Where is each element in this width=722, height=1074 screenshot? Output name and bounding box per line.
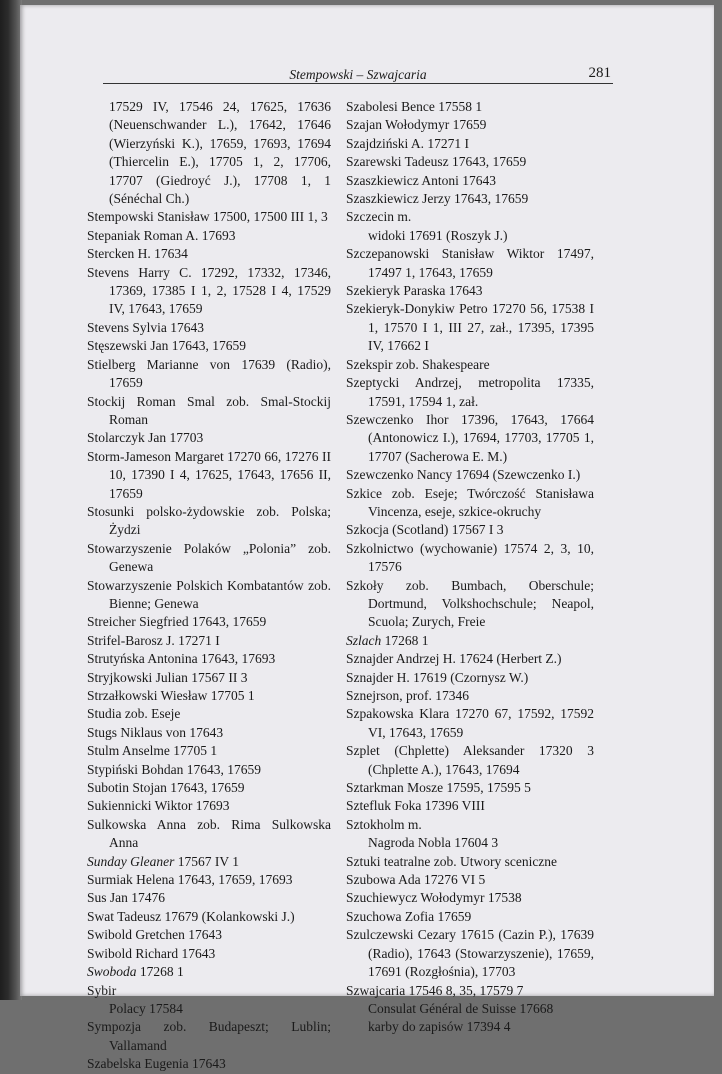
entry-text: Nagroda Nobla 17604 3 xyxy=(368,835,499,851)
entry-text: Szkocja (Scotland) 17567 I 3 xyxy=(346,522,504,538)
entry-title-italic: Swoboda xyxy=(87,964,137,980)
index-subentry xyxy=(346,1000,594,1018)
index-entry xyxy=(87,632,331,650)
entry-text: Sznajder Andrzej H. 17624 (Herbert Z.) xyxy=(346,651,562,667)
index-entry xyxy=(87,540,331,577)
entry-text: Stepaniak Roman A. 17693 xyxy=(87,227,236,243)
entry-text: Szpakowska Klara 17270 67, 17592, 17592 VI, 17643, 17659 xyxy=(346,706,594,740)
index-entry xyxy=(87,577,331,614)
entry-text: Stęszewski Jan 17643, 17659 xyxy=(87,338,246,354)
entry-text: Strzałkowski Wiesław 17705 1 xyxy=(87,688,255,703)
index-entry xyxy=(87,650,331,668)
index-entry xyxy=(346,485,594,522)
index-entry xyxy=(87,429,331,447)
index-entry xyxy=(346,650,594,668)
index-entry xyxy=(87,705,331,723)
entry-text: Szwajcaria 17546 8, 35, 17579 7 xyxy=(346,982,524,998)
index-subentry xyxy=(87,1000,331,1018)
entry-text: karby do zapisów 17394 4 xyxy=(368,1019,511,1035)
entry-text: Szkice zob. Eseje; Twórczość Stanisława Vincenza, eseje, szkice-okruchy xyxy=(346,485,594,519)
index-entry xyxy=(87,264,331,319)
index-entry xyxy=(346,577,594,632)
index-entry xyxy=(87,982,331,1000)
index-entry xyxy=(346,816,594,834)
index-entry xyxy=(87,853,331,871)
index-entry xyxy=(346,889,594,907)
entry-text: Sznajder H. 17619 (Czornysz W.) xyxy=(346,669,529,685)
entry-text: Stosunki polsko-żydowskie zob. Polska; Żydzi xyxy=(87,503,331,538)
entry-text: Strifel-Barosz J. 17271 I xyxy=(87,632,220,648)
index-entry xyxy=(87,963,331,981)
index-entry xyxy=(346,908,594,926)
entry-title-italic: Sunday Gleaner xyxy=(87,853,175,869)
index-entry xyxy=(346,172,594,190)
index-entry xyxy=(87,245,331,263)
entry-title-italic: Szlach xyxy=(346,632,382,648)
entry-text: Szulczewski Cezary 17615 (Cazin P.), 17639 (Radio), 17643 (Stowarzyszenie), 17659, 17691 (Rozgłośnia), 17703 xyxy=(346,927,594,980)
index-entry xyxy=(346,705,594,742)
index-entry xyxy=(87,945,331,963)
entry-text: Szabolesi Bence 17558 1 xyxy=(346,99,483,114)
index-subentry xyxy=(346,1018,594,1036)
entry-text: Studia zob. Eseje xyxy=(87,706,181,722)
index-entry xyxy=(346,374,594,411)
index-entry xyxy=(87,742,331,760)
entry-text: Szplet (Chplette) Aleksander 17320 3 (Chplette A.), 17643, 17694 xyxy=(346,743,594,777)
entry-text: Stevens Harry C. 17292, 17332, 17346, 17369, 17385 I 1, 2, 17528 I 4, 17529 IV, 17643, 17659 xyxy=(87,264,331,317)
index-entry xyxy=(87,871,331,889)
entry-text: Szarewski Tadeusz 17643, 17659 xyxy=(346,154,527,170)
index-entry xyxy=(346,982,594,1000)
entry-text: Sznejrson, prof. 17346 xyxy=(346,688,469,703)
entry-text: Storm-Jameson Margaret 17270 66, 17276 II 10, 17390 I 4, 17625, 17643, 17656 II, 17659 xyxy=(87,448,331,501)
entry-text: Stielberg Marianne von 17639 (Radio), 17659 xyxy=(87,356,331,391)
index-entry xyxy=(87,816,331,853)
index-entry xyxy=(346,779,594,797)
entry-text: Sulkowska Anna zob. Rima Sulkowska Anna xyxy=(87,816,331,851)
entry-text: Sztarkman Mosze 17595, 17595 5 xyxy=(346,780,531,796)
entry-text: Stevens Sylvia 17643 xyxy=(87,319,204,335)
entry-text: 17529 IV, 17546 24, 17625, 17636 (Neuenschwander L.), 17642, 17646 (Wierzyński K.), 17659, 17693, 17694 (Thiercelin E.), 17705 1, 2, 17706, 17707 (Giedroyć J.), 17708 1, 1 (Sénéchal Ch.) xyxy=(109,99,331,207)
index-entry xyxy=(87,1055,331,1073)
index-entry xyxy=(87,319,331,337)
index-entry xyxy=(87,208,331,226)
entry-text: Stempowski Stanisław 17500, 17500 III 1, 3 xyxy=(87,209,328,225)
index-entry xyxy=(346,300,594,355)
index-entry xyxy=(87,1018,331,1055)
index-entry xyxy=(87,448,331,503)
entry-text: Szkolnictwo (wychowanie) 17574 2, 3, 10, 17576 xyxy=(346,540,594,575)
entry-text: Swat Tadeusz 17679 (Kolankowski J.) xyxy=(87,908,295,924)
entry-text: Szewczenko Nancy 17694 (Szewczenko I.) xyxy=(346,467,581,483)
index-entry xyxy=(346,116,594,134)
entry-text: Szeptycki Andrzej, metropolita 17335, 17591, 17594 1, zał. xyxy=(346,375,594,409)
index-entry xyxy=(87,98,331,208)
index-entry xyxy=(87,337,331,355)
entry-text: Sympozja zob. Budapeszt; Lublin; Vallamand xyxy=(87,1019,331,1053)
entry-text: Stulm Anselme 17705 1 xyxy=(87,743,218,759)
entry-text: Szaszkiewicz Jerzy 17643, 17659 xyxy=(346,191,529,207)
index-entry xyxy=(346,632,594,650)
index-entry xyxy=(346,98,594,116)
index-entry xyxy=(346,926,594,981)
index-entry xyxy=(346,797,594,815)
index-entry xyxy=(346,521,594,539)
index-entry xyxy=(87,227,331,245)
entry-text: Sukiennicki Wiktor 17693 xyxy=(87,798,230,814)
entry-text: Streicher Siegfried 17643, 17659 xyxy=(87,614,267,630)
entry-text: Swibold Gretchen 17643 xyxy=(87,927,222,943)
page-header xyxy=(103,65,613,84)
entry-text: Sztokholm m. xyxy=(346,816,422,832)
entry-text: Szekieryk-Donykiw Petro 17270 56, 17538 I 1, 17570 I 1, III 27, zał., 17395, 17395 IV, 17662 I xyxy=(346,301,594,354)
index-entry xyxy=(87,889,331,907)
entry-text: Subotin Stojan 17643, 17659 xyxy=(87,780,245,796)
index-entry xyxy=(346,853,594,871)
page-number: 281 xyxy=(588,65,611,81)
index-entry xyxy=(87,761,331,779)
entry-text: Stolarczyk Jan 17703 xyxy=(87,430,204,446)
entry-text: Consulat Général de Suisse 17668 xyxy=(368,1000,554,1016)
entry-text: Stercken H. 17634 xyxy=(87,246,188,262)
entry-text: Stockij Roman Smal zob. Smal-Stockij Roman xyxy=(87,393,331,427)
index-subentry xyxy=(346,227,594,245)
entry-text: Szubowa Ada 17276 VI 5 xyxy=(346,872,486,888)
index-entry xyxy=(87,797,331,815)
entry-text: Polacy 17584 xyxy=(109,1000,183,1016)
index-entry xyxy=(346,871,594,889)
entry-text: Szajdziński A. 17271 I xyxy=(346,135,469,151)
entry-text: Sztefluk Foka 17396 VIII xyxy=(346,798,485,814)
entry-text: widoki 17691 (Roszyk J.) xyxy=(368,227,508,243)
entry-text: Szaszkiewicz Antoni 17643 xyxy=(346,172,496,188)
index-entry xyxy=(87,393,331,430)
index-entry xyxy=(87,779,331,797)
entry-text: Szekieryk Paraska 17643 xyxy=(346,283,483,299)
entry-text: 17268 1 xyxy=(381,632,429,648)
index-entry xyxy=(346,687,594,705)
index-entry xyxy=(346,466,594,484)
entry-text: Szewczenko Ihor 17396, 17643, 17664 (Antonowicz I.), 17694, 17703, 17705 1, 17707 (Sacherowa E. M.) xyxy=(346,411,594,464)
index-entry xyxy=(87,724,331,742)
entry-text: 17567 IV 1 xyxy=(174,853,239,869)
index-entry xyxy=(346,742,594,779)
index-entry xyxy=(346,356,594,374)
index-entry xyxy=(346,135,594,153)
entry-text: Sztuki teatralne zob. Utwory sceniczne xyxy=(346,853,558,869)
index-entry xyxy=(346,190,594,208)
index-entry xyxy=(87,613,331,631)
index-entry xyxy=(346,208,594,226)
index-entry xyxy=(346,245,594,282)
entry-text: Szczepanowski Stanisław Wiktor 17497, 17497 1, 17643, 17659 xyxy=(346,246,594,280)
entry-text: Szekspir zob. Shakespeare xyxy=(346,356,490,372)
index-column-left xyxy=(87,98,331,1074)
entry-text: Stypiński Bohdan 17643, 17659 xyxy=(87,761,262,777)
entry-text: Surmiak Helena 17643, 17659, 17693 xyxy=(87,872,293,888)
entry-text: Sybir xyxy=(87,982,117,998)
entry-text: 17268 1 xyxy=(136,964,184,980)
index-entry xyxy=(87,908,331,926)
index-entry xyxy=(346,282,594,300)
entry-text: Stowarzyszenie Polskich Kombatantów zob. Bienne; Genewa xyxy=(87,577,331,611)
index-entry xyxy=(346,669,594,687)
entry-text: Szuchowa Zofia 17659 xyxy=(346,908,472,924)
index-entry xyxy=(87,687,331,705)
index-entry xyxy=(87,669,331,687)
index-entry xyxy=(346,411,594,466)
entry-text: Strutyńska Antonina 17643, 17693 xyxy=(87,651,276,667)
entry-text: Szczecin m. xyxy=(346,209,412,225)
running-title: Stempowski – Szwajcaria xyxy=(289,67,427,82)
entry-text: Szabelska Eugenia 17643 xyxy=(87,1056,226,1072)
scan-edge xyxy=(0,0,22,1000)
index-entry xyxy=(87,503,331,540)
index-column-right xyxy=(346,98,594,1037)
index-entry xyxy=(346,153,594,171)
entry-text: Szuchiewycz Wołodymyr 17538 xyxy=(346,890,522,906)
entry-text: Swibold Richard 17643 xyxy=(87,945,216,961)
index-entry xyxy=(87,356,331,393)
entry-text: Szajan Wołodymyr 17659 xyxy=(346,117,487,133)
index-entry xyxy=(346,540,594,577)
index-subentry xyxy=(346,834,594,852)
entry-text: Stugs Niklaus von 17643 xyxy=(87,724,224,740)
entry-text: Stowarzyszenie Polaków „Polonia” zob. Genewa xyxy=(87,540,331,575)
entry-text: Stryjkowski Julian 17567 II 3 xyxy=(87,669,248,685)
entry-text: Sus Jan 17476 xyxy=(87,890,166,906)
entry-text: Szkoły zob. Bumbach, Oberschule; Dortmund, Volkshochschule; Neapol, Scuola; Zurych, Freie xyxy=(346,577,594,630)
index-entry xyxy=(87,926,331,944)
